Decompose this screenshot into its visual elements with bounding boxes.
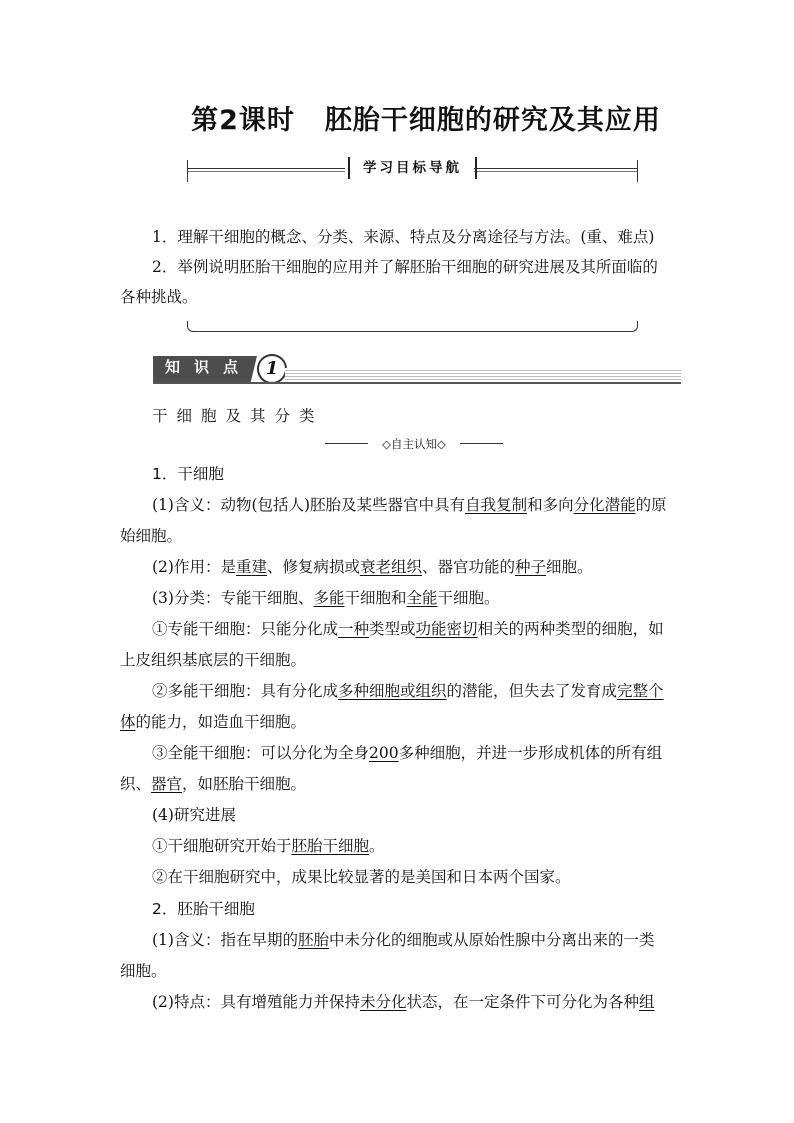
para-esc-definition: (1)含义：指在早期的胚胎中未分化的细胞或从原始性腺中分离出来的一类 [152, 931, 655, 949]
para-research-progress: (4)研究进展 [152, 806, 236, 824]
para-totipotent-cont: 织、器官，如胚胎干细胞。 [120, 775, 307, 793]
para-research-countries: ②在干细胞研究中，成果比较显著的是美国和日本两个国家。 [152, 868, 571, 886]
heading-embryonic-stem-cell: 2．胚胎干细胞 [152, 900, 255, 918]
para-multipotent: ②多能干细胞：具有分化成多种细胞或组织的潜能，但失去了发育成完整个 [152, 682, 664, 700]
subheader-text: 自主认知 [391, 437, 437, 451]
para-esc-definition-cont: 细胞。 [120, 962, 167, 980]
page-title [0, 98, 794, 137]
heading-stem-cell: 1．干细胞 [152, 465, 224, 483]
para-unipotent: ①专能干细胞：只能分化成一种类型或功能密切相关的两种类型的细胞，如 [152, 620, 664, 638]
goal-item-2: 2．举例说明胚胎干细胞的应用并了解胚胎干细胞的研究进展及其所面临的 [152, 258, 658, 276]
para-research-start: ①干细胞研究开始于胚胎干细胞。 [152, 837, 385, 855]
goals-header: 学习目标导航 [348, 157, 477, 179]
goals-frame-bottom [187, 321, 638, 332]
para-classification: (3)分类：专能干细胞、多能干细胞和全能干细胞。 [152, 589, 500, 607]
goal-item-2-cont: 各种挑战。 [120, 288, 198, 306]
para-definition: (1)含义：动物(包括人)胚胎及某些器官中具有自我复制和多向分化潜能的原 [152, 496, 667, 514]
banner-rule [153, 382, 681, 384]
subheader-divider: ◇自主认知◇ [325, 436, 503, 452]
goals-frame-top [187, 160, 638, 182]
banner-stripe [285, 368, 681, 380]
lesson-topic: 胚胎干细胞的研究及其应用 [324, 105, 661, 136]
goal-item-1: 1．理解干细胞的概念、分类、来源、特点及分离途径与方法。(重、难点) [152, 228, 655, 246]
para-esc-features: (2)特点：具有增殖能力并保持未分化状态，在一定条件下可分化为各种组 [152, 993, 655, 1011]
para-definition-cont: 始细胞。 [120, 527, 183, 545]
knowledge-point-banner [153, 354, 681, 384]
knowledge-number-badge: 1 [257, 354, 287, 384]
para-totipotent: ③全能干细胞：可以分化为全身200多种细胞，并进一步形成机体的所有组 [152, 744, 663, 762]
para-function: (2)作用：是重建、修复病损或衰老组织、器官功能的种子细胞。 [152, 558, 593, 576]
para-multipotent-cont: 体的能力，如造血干细胞。 [120, 713, 307, 731]
section-title: 干细胞及其分类 [152, 407, 324, 425]
para-unipotent-cont: 上皮组织基底层的干细胞。 [120, 651, 307, 669]
lesson-number: 第2课时 [191, 105, 295, 136]
knowledge-label: 知识点 [165, 358, 253, 376]
